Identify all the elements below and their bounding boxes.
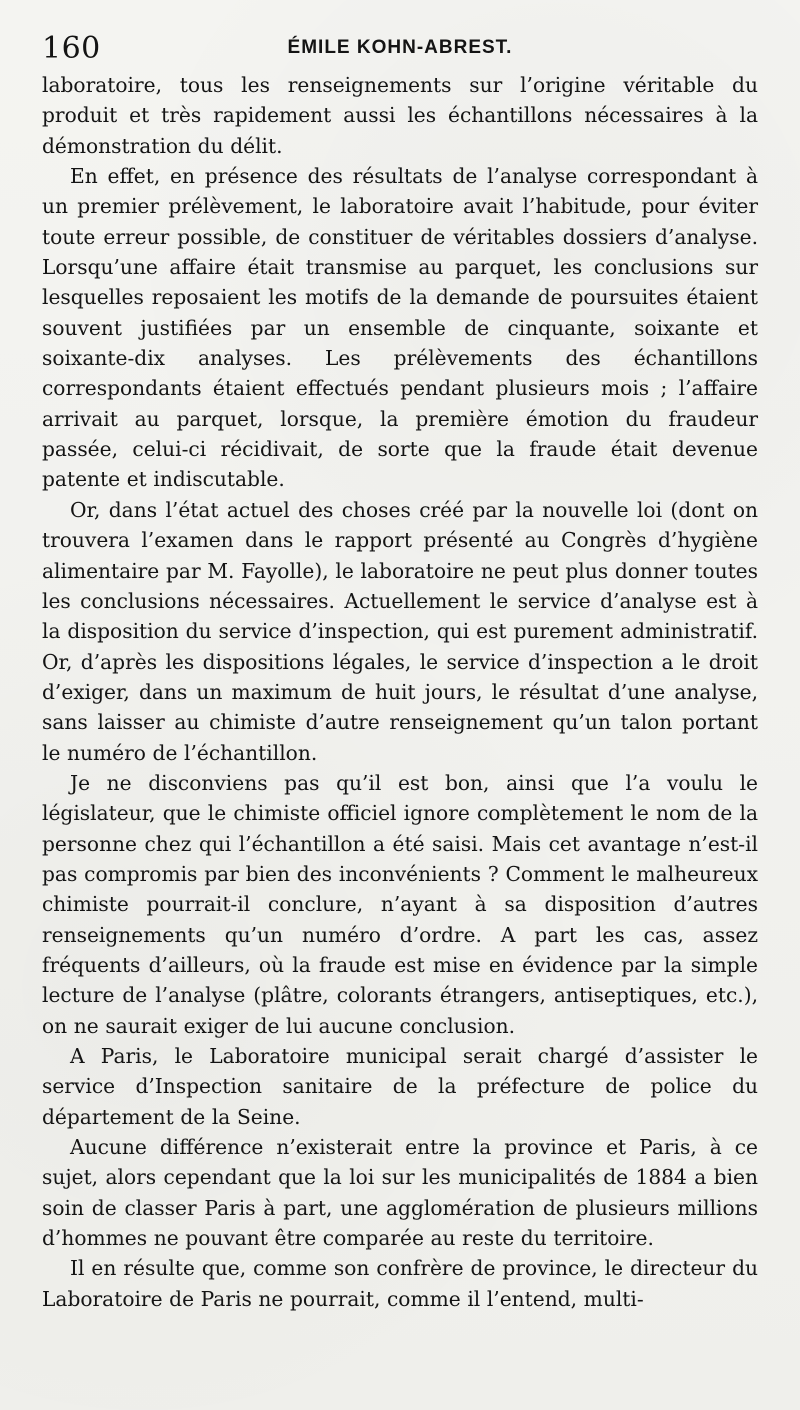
paragraph-1: laboratoire, tous les renseignements sur l’origine véritable du produit et très rapidement aussi les échantillons nécessaires à la démonstration du délit.: [42, 73, 758, 158]
paragraph-3: Or, dans l’état actuel des choses créé par la nouvelle loi (dont on trouvera l’examen dans le rapport présenté au Congrès d’hygiène alimentaire par M. Fayolle), le laboratoire ne peut plus donner toutes les conclusions nécessaires. Actuellement le service d’analyse est à la disposition du service d’inspection, qui est purement administratif. Or, d’après les dispositions légales, le service d’inspection a le droit d’exiger, dans un maximum de huit jours, le résultat d’une analyse, sans laisser au chimiste d’autre renseignement qu’un talon portant le numéro de l’échantillon.: [42, 497, 758, 765]
page-number: 160: [42, 31, 101, 66]
paragraph-7: Il en résulte que, comme son confrère de province, le directeur du Laboratoire de Paris ne pourrait, comme il l’entend, multi-: [42, 1256, 758, 1311]
running-head: [42, 30, 758, 70]
paragraph-6: Aucune différence n’existerait entre la province et Paris, à ce sujet, alors cependant que la loi sur les municipalités de 1884 a bien soin de classer Paris à part, une agglomération de plusieurs millions d’hommes ne pouvant être comparée au reste du territoire.: [42, 1135, 758, 1251]
paragraph-2: En effet, en présence des résultats de l’analyse correspondant à un premier prélèvement, le laboratoire avait l’habitude, pour éviter toute erreur possible, de constituer de véritables dossiers d’analyse. Lorsqu’une affaire était transmise au parquet, les conclusions sur lesquelles reposaient les motifs de la demande de poursuites étaient souvent justifiées par un ensemble de cinquante, soixante et soixante-dix analyses. Les prélèvements des échantillons correspondants étaient effectués pendant plusieurs mois ; l’affaire arrivait au parquet, lorsque, la première émotion du fraudeur passée, celui-ci récidivait, de sorte que la fraude était devenue patente et indiscutable.: [42, 164, 758, 492]
paragraph-5: A Paris, le Laboratoire municipal serait chargé d’assister le service d’Inspection sanitaire de la préfecture de police du département de la Seine.: [42, 1044, 758, 1129]
paragraph-4: Je ne disconviens pas qu’il est bon, ainsi que l’a voulu le législateur, que le chimiste officiel ignore complètement le nom de la personne chez qui l’échantillon a été saisi. Mais cet avantage n’est-il pas compromis par bien des inconvénients ? Comment le malheureux chimiste pourrait-il conclure, n’ayant à sa disposition d’autres renseignements qu’un numéro d’ordre. A part les cas, assez fréquents d’ailleurs, où la fraude est mise en évidence par la simple lecture de l’analyse (plâtre, colorants étrangers, antiseptiques, etc.), on ne saurait exiger de lui aucune conclusion.: [42, 770, 758, 1038]
running-title: ÉMILE KOHN-ABREST.: [287, 37, 513, 58]
body-text: [42, 70, 758, 1314]
